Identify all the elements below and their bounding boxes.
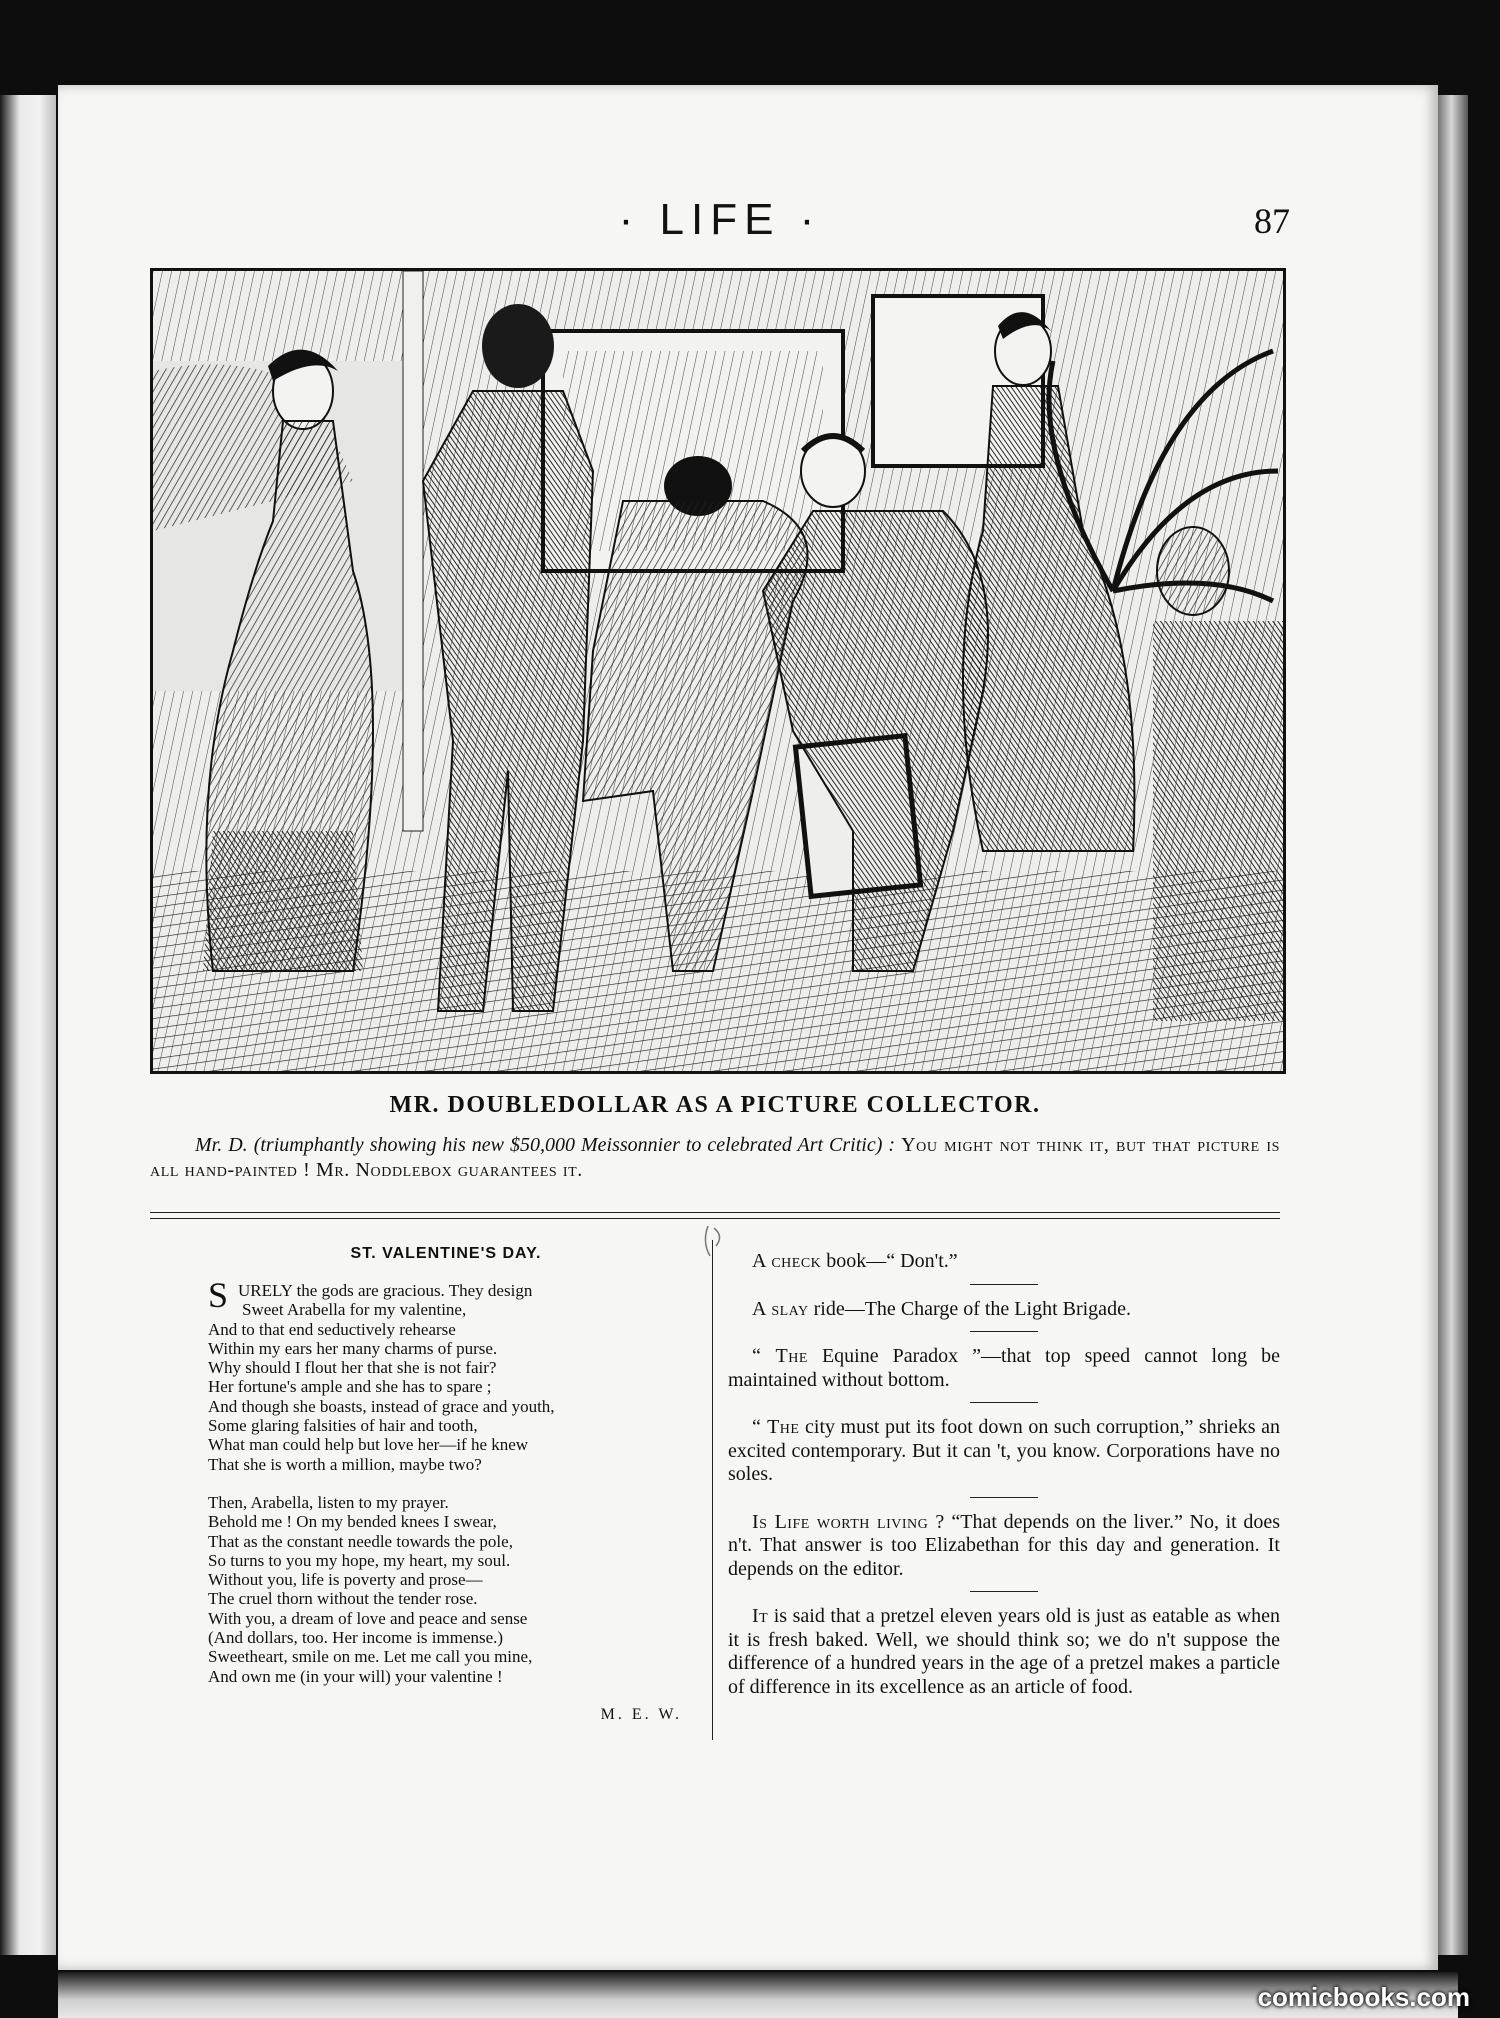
- quip-text: city must put its foot down on such corruption,” shrieks an excited contemporary. But it can 't, you know. Corporations have no soles.: [728, 1416, 1280, 1485]
- poem-line: Behold me ! On my bended knees I swear,: [208, 1512, 497, 1532]
- caption-dialogue-rest: it, but that picture is all hand-painted ! Mr. Noddlebox guarantees it.: [150, 1134, 1281, 1181]
- quip-paragraph: [728, 1298, 1280, 1322]
- quip-paragraph: [728, 1605, 1280, 1699]
- poem-line: What man could help but love her—if he knew: [208, 1435, 529, 1455]
- stanza-break: [150, 1474, 690, 1493]
- quip-text: book—“ Don't.”: [821, 1250, 958, 1272]
- adjacent-page-edge: [0, 95, 56, 1955]
- quip-separator: [970, 1591, 1038, 1592]
- poem-signature: M. E. W.: [600, 1705, 682, 1723]
- page-number: 87: [1254, 201, 1290, 241]
- cartoon-title: MR. DOUBLEDOLLAR AS A PICTURE COLLECTOR.: [389, 1092, 1041, 1118]
- poem-line: (And dollars, too. Her income is immense.): [208, 1628, 504, 1648]
- quip-separator: [970, 1331, 1038, 1332]
- quip-lead: “ The: [752, 1345, 808, 1367]
- poem-line: That as the constant needle towards the pole,: [208, 1531, 513, 1551]
- quip-text: is said that a pretzel eleven years old is just as eatable as when it is fresh baked. Well, we should think so; we do n't suppose the difference of a hundred years in the age of a pretzel makes a particle of difference in its excellence as an article of food.: [728, 1605, 1280, 1698]
- poem-title: ST. VALENTINE'S DAY.: [350, 1245, 542, 1262]
- section-rule-bottom: [150, 1218, 1280, 1219]
- poem-line: Her fortune's ample and she has to spare ;: [208, 1377, 492, 1397]
- quips-column: [728, 1250, 1280, 1699]
- quip-lead: Is Life worth living ?: [752, 1510, 945, 1533]
- poem-line: And though she boasts, instead of grace and youth,: [208, 1396, 555, 1416]
- poem-line: Within my ears her many charms of purse.: [208, 1338, 498, 1358]
- poem-line: Sweetheart, smile on me. Let me call you mine,: [208, 1647, 533, 1667]
- poem-dropcap: S: [208, 1275, 229, 1315]
- cartoon-caption: [150, 1133, 1280, 1183]
- poem-line: Sweet Arabella for my valentine,: [242, 1300, 467, 1320]
- quip-paragraph: [728, 1345, 1280, 1392]
- quip-paragraph: [728, 1416, 1280, 1487]
- poem-line: With you, a dream of love and peace and sense: [208, 1608, 528, 1628]
- quip-text: “That depends on the liver.” No, it does n't. That answer is too Elizabethan for this day and generation. It depends on the editor.: [728, 1510, 1281, 1580]
- poem-line: URELY the gods are gracious. They design: [238, 1281, 533, 1300]
- poem-line: Some glaring falsities of hair and tooth,: [208, 1416, 478, 1436]
- caption-attribution: Mr. D. (triumphantly showing his new $50,000 Meissonnier to celebrated Art Critic) :: [195, 1134, 896, 1156]
- poem-line: That she is worth a million, maybe two?: [208, 1454, 482, 1474]
- masthead-title: · LIFE ·: [618, 195, 822, 244]
- poem-line: Why should I flout her that she is not fair?: [208, 1358, 497, 1378]
- poem-line: Then, Arabella, listen to my prayer.: [208, 1492, 449, 1512]
- quip-lead: A check: [752, 1250, 822, 1272]
- poem-line: Without you, life is poverty and prose—: [208, 1570, 483, 1590]
- page-stack-edge: [1438, 95, 1468, 1955]
- section-rule-top: [150, 1212, 1280, 1213]
- column-divider: [712, 1240, 713, 1740]
- quip-lead: A slay: [752, 1297, 809, 1320]
- poem-line: The cruel thorn without the tender rose.: [208, 1589, 478, 1609]
- quip-text: Equine Paradox ”—that top speed cannot long be maintained without bottom.: [728, 1345, 1280, 1391]
- quip-text: ride—The Charge of the Light Brigade.: [808, 1297, 1131, 1320]
- poem-column: [150, 1245, 690, 1724]
- cartoon-illustration: [150, 268, 1286, 1074]
- caption-dialogue-first: You might not think: [901, 1134, 1084, 1156]
- quip-lead: “ The: [752, 1416, 800, 1438]
- quip-separator: [970, 1402, 1038, 1403]
- poem-line: And own me (in your will) your valentine !: [208, 1666, 503, 1686]
- poem-line: So turns to you my hope, my heart, my soul.: [208, 1550, 511, 1570]
- quip-separator: [970, 1497, 1038, 1498]
- site-watermark: comicbooks.com: [1257, 1982, 1470, 2012]
- quip-paragraph: [728, 1511, 1280, 1582]
- quip-lead: It: [752, 1605, 769, 1627]
- quip-separator: [970, 1284, 1038, 1285]
- quip-paragraph: [728, 1250, 1280, 1274]
- poem-line: And to that end seductively rehearse: [208, 1319, 456, 1339]
